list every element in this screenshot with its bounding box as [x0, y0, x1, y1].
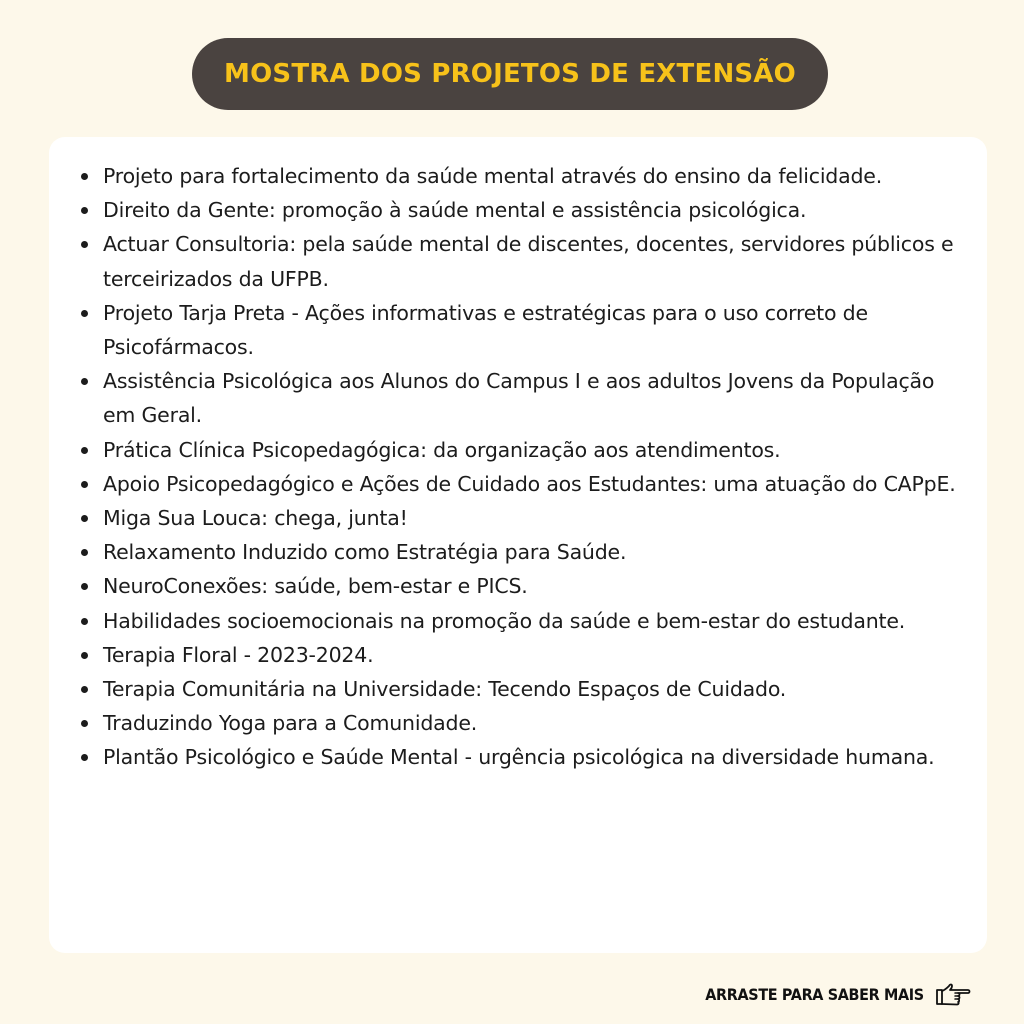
page-title: MOSTRA DOS PROJETOS DE EXTENSÃO: [224, 59, 796, 89]
bullet-icon: [81, 241, 88, 248]
project-item: [103, 604, 971, 638]
project-item: [103, 501, 971, 535]
project-item: [103, 638, 971, 672]
project-text: NeuroConexões: saúde, bem-estar e PICS.: [103, 574, 528, 599]
project-text: Plantão Psicológico e Saúde Mental - urgência psicológica na diversidade humana.: [103, 745, 935, 770]
project-text: Miga Sua Louca: chega, junta!: [103, 506, 408, 531]
project-text: Relaxamento Induzido como Estratégia para Saúde.: [103, 540, 627, 565]
swipe-hint[interactable]: [681, 978, 974, 1010]
project-item: [103, 535, 971, 569]
project-item: [103, 740, 971, 774]
project-item: [103, 296, 971, 364]
project-text: Prática Clínica Psicopedagógica: da organização aos atendimentos.: [103, 437, 781, 462]
project-text: Habilidades socioemocionais na promoção da saúde e bem-estar do estudante.: [103, 608, 906, 633]
project-text: Assistência Psicológica aos Alunos do Campus I e aos adultos Jovens da População em Geral.: [103, 369, 935, 428]
projects-list: [103, 159, 971, 775]
bullet-icon: [81, 583, 88, 590]
pointing-hand-icon: [934, 978, 974, 1010]
bullet-icon: [81, 515, 88, 522]
bullet-icon: [81, 652, 88, 659]
bullet-icon: [81, 378, 88, 385]
project-text: Terapia Floral - 2023-2024.: [103, 642, 374, 667]
project-item: [103, 569, 971, 603]
bullet-icon: [81, 720, 88, 727]
title-banner: [192, 38, 828, 110]
bullet-icon: [81, 618, 88, 625]
project-item: [103, 364, 971, 432]
project-text: Direito da Gente: promoção à saúde mental e assistência psicológica.: [103, 198, 807, 223]
project-item: [103, 193, 971, 227]
project-item: [103, 433, 971, 467]
bullet-icon: [81, 549, 88, 556]
project-item: [103, 467, 971, 501]
bullet-icon: [81, 310, 88, 317]
project-text: Projeto Tarja Preta - Ações informativas e estratégicas para o uso correto de Psicofármacos.: [103, 300, 868, 360]
project-text: Terapia Comunitária na Universidade: Tecendo Espaços de Cuidado.: [103, 677, 787, 702]
project-text: Apoio Psicopedagógico e Ações de Cuidado aos Estudantes: uma atuação do CAPpE.: [103, 471, 956, 496]
project-text: Traduzindo Yoga para a Comunidade.: [103, 711, 478, 736]
bullet-icon: [81, 207, 88, 214]
project-item: [103, 672, 971, 706]
bullet-icon: [81, 754, 88, 761]
swipe-hint-text: ARRASTE PARA SABER MAIS: [705, 984, 924, 1004]
bullet-icon: [81, 173, 88, 180]
bullet-icon: [81, 447, 88, 454]
project-text: Actuar Consultoria: pela saúde mental de discentes, docentes, servidores públicos e terceirizados da UFPB.: [103, 232, 954, 291]
project-item: [103, 706, 971, 740]
projects-card: [49, 137, 987, 953]
bullet-icon: [81, 686, 88, 693]
project-text: Projeto para fortalecimento da saúde mental através do ensino da felicidade.: [103, 164, 883, 188]
project-item: [103, 227, 971, 295]
project-item: [103, 159, 971, 193]
bullet-icon: [81, 481, 88, 488]
